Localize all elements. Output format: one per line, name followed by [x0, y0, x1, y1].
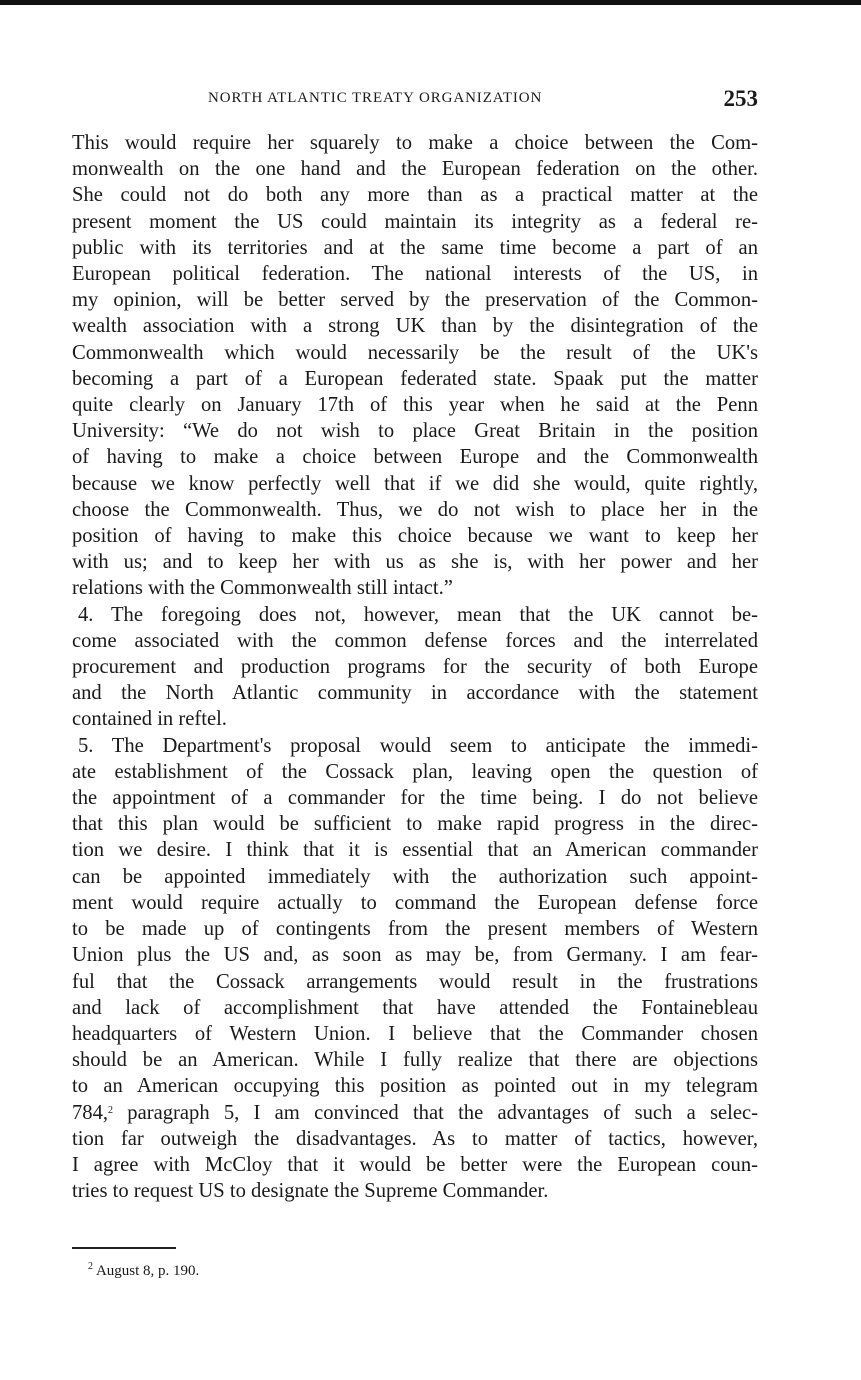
text-line: tion far outweigh the disadvantages. As to matter of tactics, however, [72, 1127, 758, 1150]
text-line-with-footnote-ref [72, 1100, 758, 1126]
text-line: relations with the Commonwealth still intact.” [72, 577, 453, 600]
top-border-rule [0, 0, 861, 5]
text-line: because we know perfectly well that if we did she would, quite rightly, [72, 472, 758, 495]
text-line: quite clearly on January 17th of this year when he said at the Penn [72, 394, 758, 417]
text-line: of having to make a choice between Europe and the Commonwealth [72, 446, 758, 469]
text-line: present moment the US could maintain its integrity as a federal re- [72, 210, 758, 233]
text-fragment: 784, [72, 1101, 109, 1124]
text-line: can be appointed immediately with the authorization such appoint- [72, 865, 758, 888]
text-line: to be made up of contingents from the present members of Western [72, 918, 758, 941]
text-line: and lack of accomplishment that have attended the Fontainebleau [72, 996, 758, 1019]
footnote-marker: 2 [88, 1261, 93, 1272]
text-line: and the North Atlantic community in accordance with the statement [72, 682, 758, 705]
paragraph-5 [72, 733, 758, 1205]
text-line: 5. The Department's proposal would seem to anticipate the immedi- [78, 734, 758, 757]
text-line: tion we desire. I think that it is essential that an American commander [72, 839, 758, 862]
text-line: ate establishment of the Cossack plan, leaving open the question of [72, 760, 758, 783]
footnote [88, 1263, 199, 1280]
text-line: monwealth on the one hand and the European federation on the other. [72, 158, 758, 181]
running-header [72, 86, 762, 114]
footnote-text: August 8, p. 190. [95, 1263, 200, 1279]
text-line: choose the Commonwealth. Thus, we do not wish to place her in the [72, 498, 758, 521]
text-line: headquarters of Western Union. I believe that the Commander chosen [72, 1022, 758, 1045]
text-line: public with its territories and at the same time become a part of an [72, 236, 758, 259]
text-line: tries to request US to designate the Supreme Commander. [72, 1180, 549, 1203]
text-line: She could not do both any more than as a practical matter at the [72, 184, 758, 207]
text-line: that this plan would be sufficient to make rapid progress in the direc- [72, 813, 758, 836]
text-line: contained in reftel. [72, 708, 227, 731]
text-line: the appointment of a commander for the time being. I do not believe [72, 787, 758, 810]
text-line: 4. The foregoing does not, however, mean that the UK cannot be- [78, 603, 758, 626]
text-line: to an American occupying this position as pointed out in my telegram [72, 1075, 758, 1098]
body-text [72, 130, 758, 1204]
text-line: position of having to make this choice because we want to keep her [72, 525, 758, 548]
text-line: wealth association with a strong UK than by the disintegration of the [72, 315, 758, 338]
text-line: European political federation. The national interests of the US, in [72, 263, 758, 286]
footnote-rule [72, 1247, 176, 1249]
text-line: Commonwealth which would necessarily be the result of the UK's [72, 341, 758, 364]
text-line: with us; and to keep her with us as she is, with her power and her [72, 551, 758, 574]
footnote-reference[interactable]: 2 [108, 1104, 114, 1116]
text-line: should be an American. While I fully realize that there are objections [72, 1049, 758, 1072]
text-line: I agree with McCloy that it would be better were the European coun- [72, 1153, 758, 1176]
text-line: come associated with the common defense forces and the interrelated [72, 629, 758, 652]
text-line: becoming a part of a European federated state. Spaak put the matter [72, 367, 758, 390]
text-line: my opinion, will be better served by the preservation of the Common- [72, 289, 758, 312]
paragraph-continuation [72, 130, 758, 602]
text-line: procurement and production programs for the security of both Europe [72, 656, 758, 679]
page-number: 253 [723, 86, 758, 111]
text-line: ment would require actually to command the European defense force [72, 891, 758, 914]
text-line: This would require her squarely to make a choice between the Com- [72, 132, 758, 154]
text-line: University: “We do not wish to place Great Britain in the position [72, 420, 758, 443]
text-line: Union plus the US and, as soon as may be, from Germany. I am fear- [72, 944, 758, 967]
running-title: NORTH ATLANTIC TREATY ORGANIZATION [208, 90, 543, 106]
text-fragment: paragraph 5, I am convinced that the advantages of such a selec- [113, 1101, 758, 1124]
paragraph-4 [72, 602, 758, 733]
text-line: ful that the Cossack arrangements would result in the frustrations [72, 970, 758, 993]
